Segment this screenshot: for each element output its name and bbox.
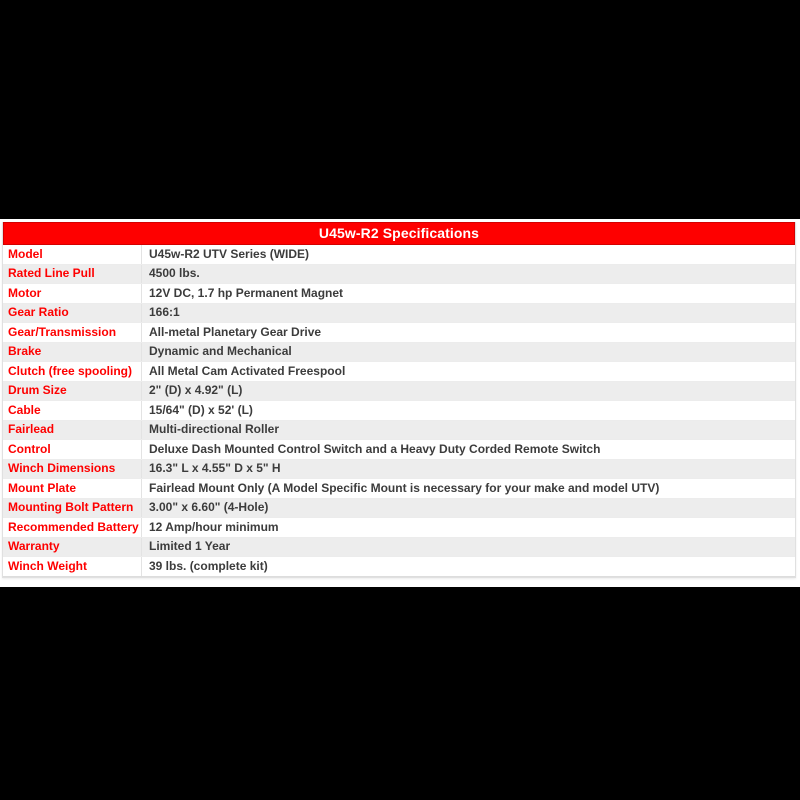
spec-value: 15/64" (D) x 52' (L) xyxy=(149,402,253,417)
spec-value: 16.3" L x 4.55" D x 5" H xyxy=(149,461,281,476)
spec-label: Recommended Battery xyxy=(3,518,142,537)
table-row xyxy=(3,538,795,558)
letterbox-bottom xyxy=(0,587,800,800)
table-row xyxy=(3,499,795,519)
page-content xyxy=(0,219,800,587)
spec-label: Gear/Transmission xyxy=(3,323,142,342)
spec-label: Brake xyxy=(3,343,142,362)
spec-label: Warranty xyxy=(3,538,142,557)
spec-value: 39 lbs. (complete kit) xyxy=(149,558,268,573)
spec-value: 4500 lbs. xyxy=(149,266,200,281)
table-row xyxy=(3,557,795,577)
spec-value: Fairlead Mount Only (A Model Specific Mount is necessary for your make and model UTV) xyxy=(149,480,660,495)
spec-value: 3.00" x 6.60" (4-Hole) xyxy=(149,500,269,515)
spec-value: 12 Amp/hour minimum xyxy=(149,519,279,534)
spec-label: Mounting Bolt Pattern xyxy=(3,499,142,518)
table-body xyxy=(3,245,795,577)
spec-label: Gear Ratio xyxy=(3,304,142,323)
table-row xyxy=(3,401,795,421)
spec-value: 2" (D) x 4.92" (L) xyxy=(149,383,243,398)
spec-value: Deluxe Dash Mounted Control Switch and a Heavy Duty Corded Remote Switch xyxy=(149,441,601,456)
spec-label: Winch Weight xyxy=(3,557,142,576)
spec-value: 12V DC, 1.7 hp Permanent Magnet xyxy=(149,285,344,300)
spec-value: U45w-R2 UTV Series (WIDE) xyxy=(149,246,310,261)
table-row xyxy=(3,518,795,538)
spec-label: Winch Dimensions xyxy=(3,460,142,479)
spec-label: Control xyxy=(3,440,142,459)
table-title: U45w-R2 Specifications xyxy=(3,222,795,245)
letterbox-top xyxy=(0,0,800,219)
spec-value: 166:1 xyxy=(149,305,180,320)
table-row xyxy=(3,460,795,480)
spec-label: Rated Line Pull xyxy=(3,265,142,284)
spec-value: Dynamic and Mechanical xyxy=(149,344,292,359)
table-row xyxy=(3,284,795,304)
spec-label: Cable xyxy=(3,401,142,420)
table-row xyxy=(3,479,795,499)
table-row xyxy=(3,245,795,265)
spec-label: Motor xyxy=(3,284,142,303)
table-row xyxy=(3,421,795,441)
table-row xyxy=(3,265,795,285)
spec-label: Clutch (free spooling) xyxy=(3,362,142,381)
table-row xyxy=(3,343,795,363)
spec-value: All-metal Planetary Gear Drive xyxy=(149,324,322,339)
spec-label: Drum Size xyxy=(3,382,142,401)
spec-label: Fairlead xyxy=(3,421,142,440)
table-row xyxy=(3,323,795,343)
spec-label: Mount Plate xyxy=(3,479,142,498)
spec-value: All Metal Cam Activated Freespool xyxy=(149,363,346,378)
spec-value: Limited 1 Year xyxy=(149,539,231,554)
specifications-table xyxy=(2,222,796,578)
table-row xyxy=(3,440,795,460)
table-row xyxy=(3,304,795,324)
table-row xyxy=(3,382,795,402)
table-row xyxy=(3,362,795,382)
spec-label: Model xyxy=(3,245,142,264)
spec-value: Multi-directional Roller xyxy=(149,422,280,437)
